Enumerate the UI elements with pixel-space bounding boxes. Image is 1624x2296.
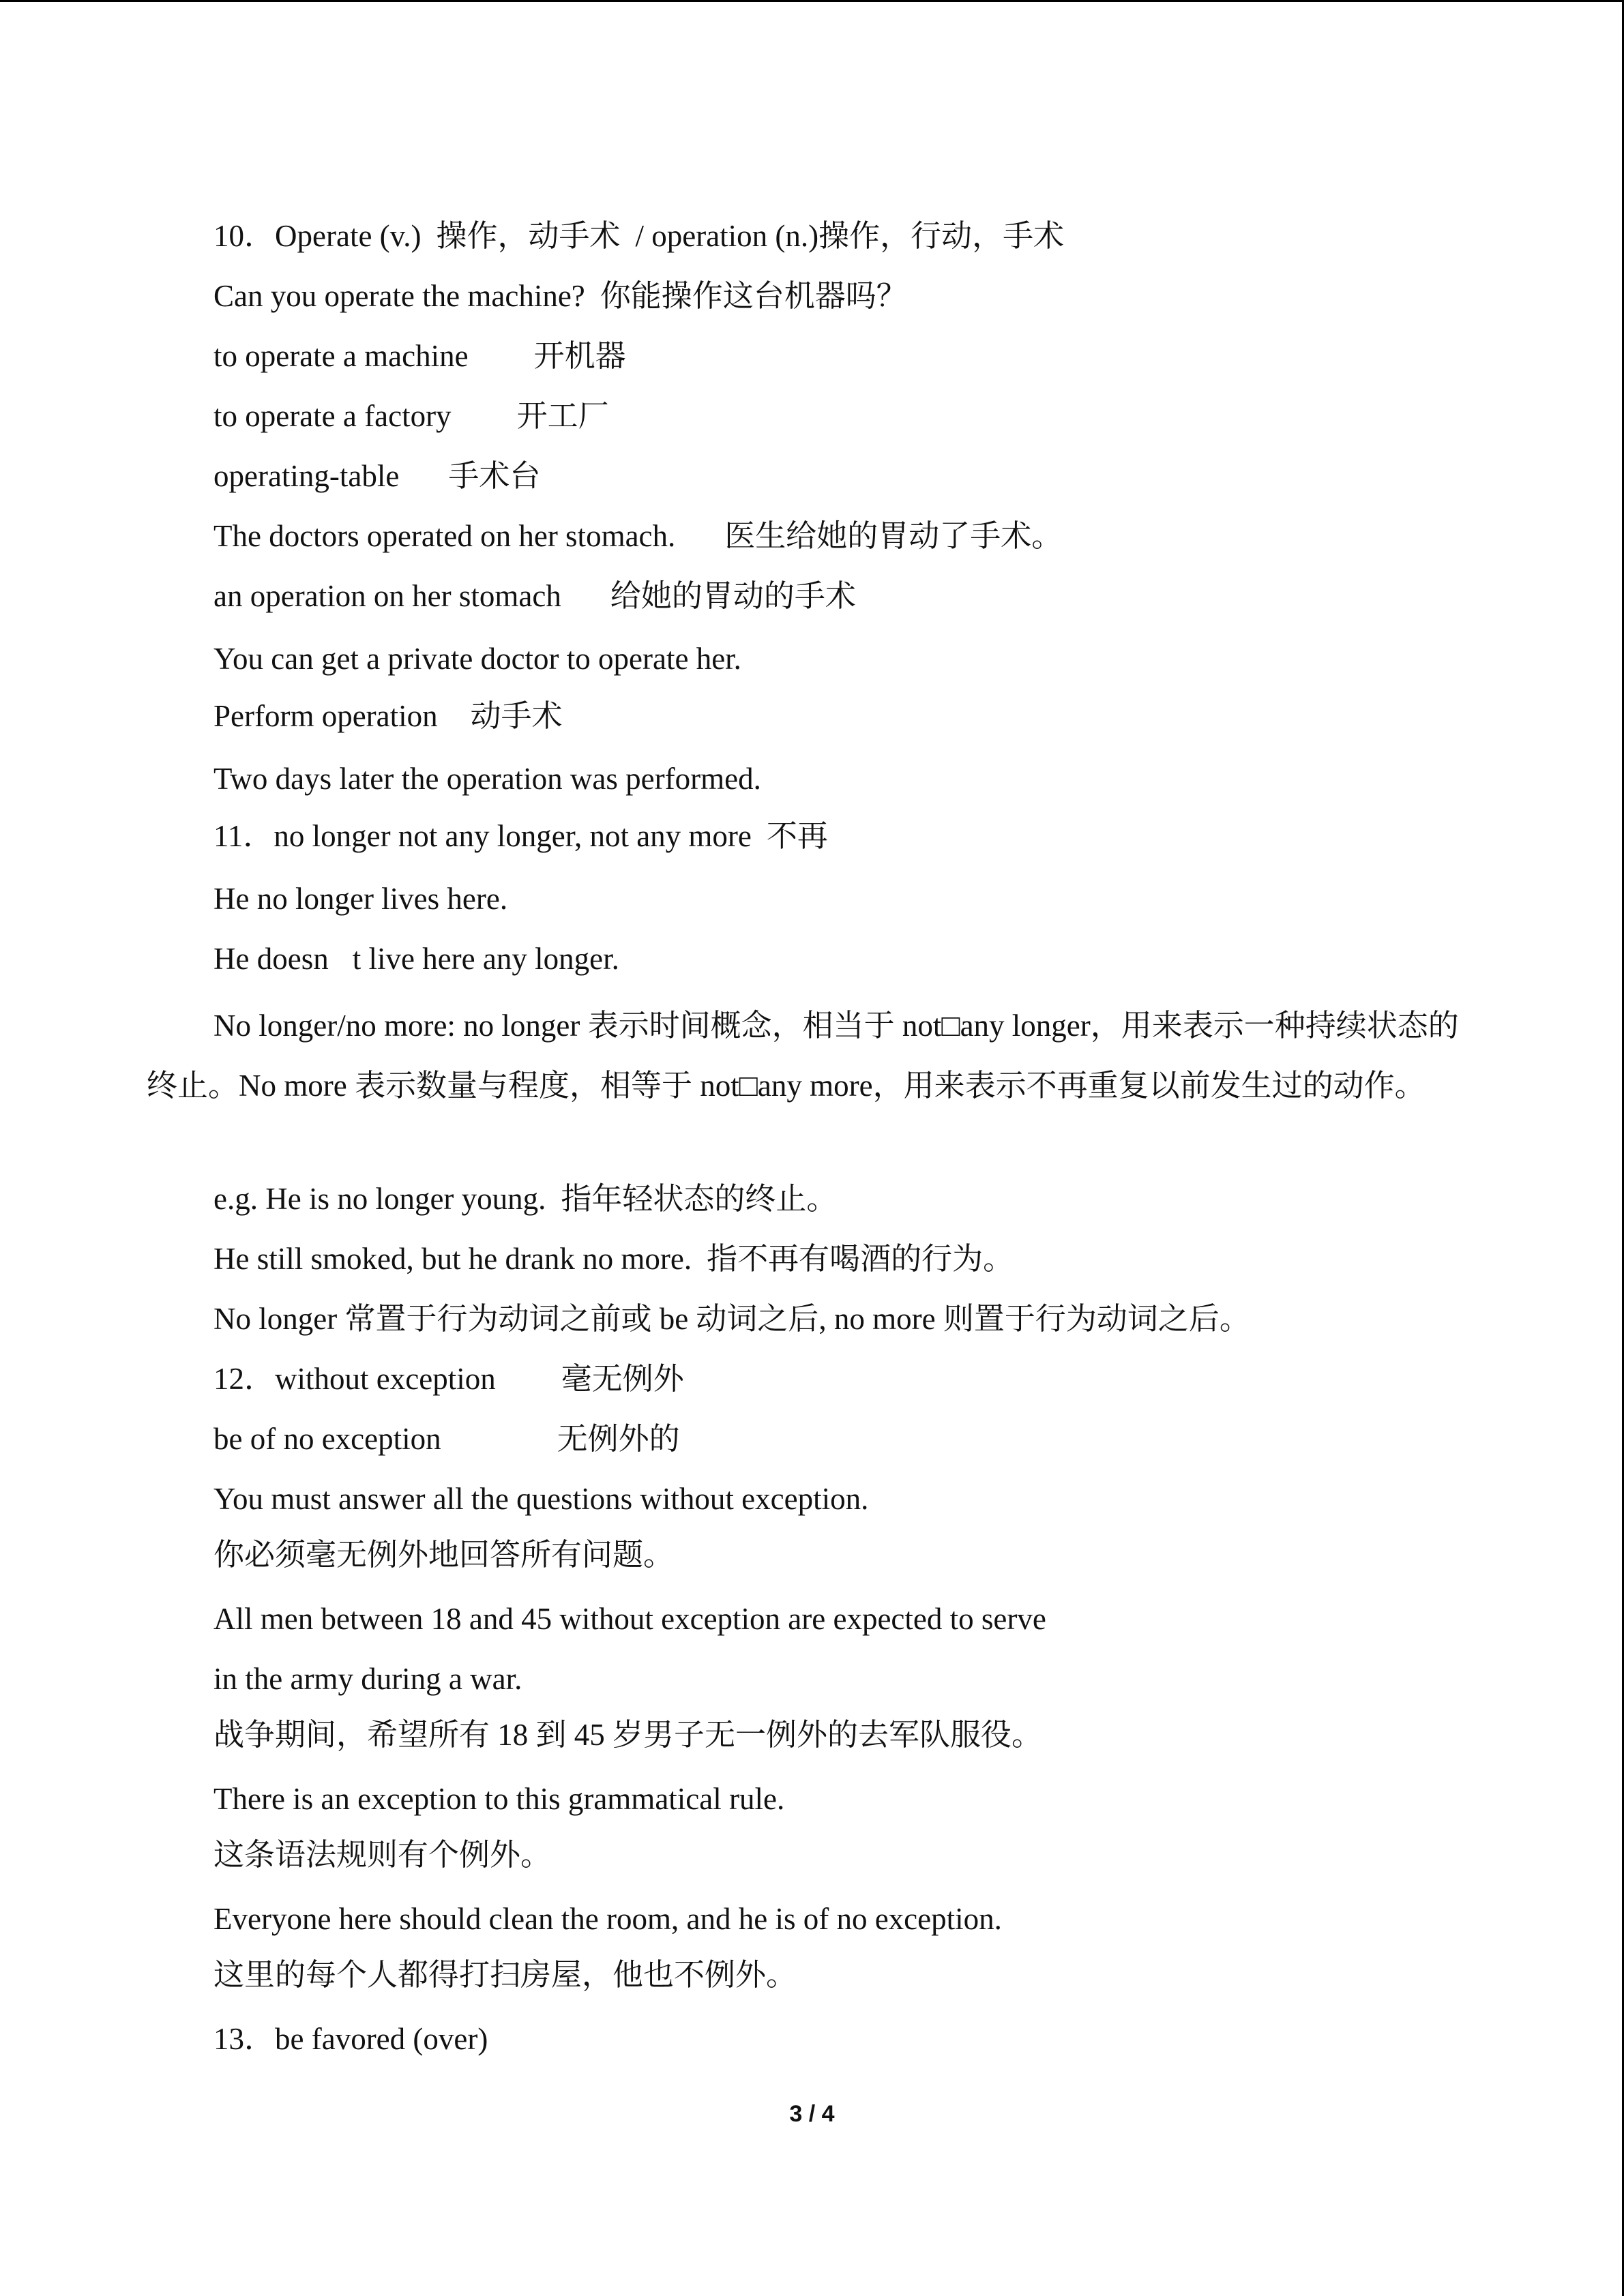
item12-line2-en: You must answer all the questions without exception.: [213, 1482, 869, 1516]
item10-heading-cn2: 操作，行动，手术: [818, 219, 1065, 253]
item11-rule: [213, 1300, 1250, 1338]
item13-heading-en: be favored (over): [275, 2022, 488, 2056]
item12-line2-cn-line: [213, 1536, 674, 1574]
item12-line3-cn-line: [213, 1716, 1042, 1754]
item11-heading: [213, 817, 828, 855]
item11-example2: [213, 1240, 1014, 1278]
item10-line1-cn: 你能操作这台机器吗？: [600, 279, 907, 313]
item10-line2-cn: 开机器: [533, 339, 626, 373]
item10-line5-cn: 医生给她的胃动了手术。: [724, 519, 1063, 553]
item12-line5-en-line: [213, 1900, 1002, 1938]
item10-line5-en: The doctors operated on her stomach.: [213, 519, 676, 553]
item10-line3: [213, 397, 609, 435]
item10-line4-cn: 手术台: [448, 459, 541, 493]
item12-line3-en-b: in the army during a war.: [213, 1662, 522, 1696]
item12-line4-cn: 这条语法规则有个例外。: [213, 1838, 552, 1872]
item11-number: 11．: [213, 819, 274, 853]
item10-heading: [213, 217, 1064, 255]
item11-example2-cn: 指不再有喝酒的行为。: [707, 1242, 1014, 1276]
item10-line7: [213, 640, 741, 678]
item13-number: 13．: [213, 2022, 276, 2056]
item12-line3-cn: 战争期间，希望所有 18 到 45 岁男子无一例外的去军队服役。: [213, 1718, 1043, 1752]
item10-line7-en: You can get a private doctor to operate her.: [213, 642, 741, 676]
item12-line2-en-line: [213, 1480, 868, 1518]
item12-line3b: [213, 1660, 522, 1698]
item10-heading-en1: Operate (v.): [275, 219, 422, 253]
item10-line8: [213, 697, 563, 735]
item10-line3-en: to operate a factory: [213, 399, 452, 433]
item12-line4-en-line: [213, 1780, 784, 1818]
item11-line2-text: He doesn t live here any longer.: [213, 942, 619, 976]
item12-line2-cn: 你必须毫无例外地回答所有问题。: [213, 1538, 675, 1572]
item13-heading: [213, 2020, 488, 2058]
item10-number: 10．: [213, 219, 276, 253]
item11-heading-en: no longer not any longer, not any more: [274, 819, 752, 853]
item11-example1-cn: 指年轻状态的终止。: [561, 1182, 838, 1216]
item12-number: 12．: [213, 1362, 276, 1396]
item10-heading-cn1: 操作，动手术: [436, 219, 621, 253]
item10-line2-en: to operate a machine: [213, 339, 469, 373]
item10-line1: [213, 277, 907, 315]
item11-example2-en: He still smoked, but he drank no more.: [213, 1242, 692, 1276]
item10-line8-cn: 动手术: [470, 699, 563, 733]
item12-line5-en: Everyone here should clean the room, and he is of no exception.: [213, 1902, 1002, 1936]
item10-heading-en2: / operation (n.): [635, 219, 819, 253]
item12-line1-cn: 无例外的: [557, 1422, 680, 1456]
item10-line2: [213, 337, 626, 375]
item10-line5: [213, 517, 1062, 555]
item11-example1-en: e.g. He is no longer young.: [213, 1182, 546, 1216]
item11-line2: [213, 940, 619, 978]
item12-line5-cn: 这里的每个人都得打扫房屋，他也不例外。: [213, 1958, 797, 1992]
item12-heading-en: without exception: [275, 1362, 496, 1396]
item12-heading-cn: 毫无例外: [561, 1362, 684, 1396]
item10-line4: [213, 457, 540, 495]
item12-line1: [213, 1420, 680, 1458]
page-number: 3 / 4: [789, 2101, 835, 2127]
item11-heading-cn: 不再: [766, 819, 828, 853]
item10-line4-en: operating-table: [213, 459, 400, 493]
item12-line1-en: be of no exception: [213, 1422, 441, 1456]
item10-line6-en: an operation on her stomach: [213, 579, 561, 613]
item10-line6-cn: 给她的胃动的手术: [610, 579, 856, 613]
item12-line4-en: There is an exception to this grammatical rule.: [213, 1782, 785, 1816]
item12-heading: [213, 1360, 684, 1398]
item10-line9-en: Two days later the operation was performed.: [213, 762, 761, 796]
item10-line8-en: Perform operation: [213, 699, 438, 733]
item11-rule-text: No longer 常置于行为动词之前或 be 动词之后, no more 则置于行为动词之后。: [213, 1302, 1250, 1336]
item12-line4-cn-line: [213, 1836, 551, 1874]
item10-line3-cn: 开工厂: [516, 399, 609, 433]
item11-paragraph-text: No longer/no more: no longer 表示时间概念，相当于 not□any longer，用来表示一种持续状态的终止。No more 表示数量与程度，相等于 not□any more，用来表示不再重复以前发生过的动作。: [147, 1009, 1459, 1103]
item11-example1: [213, 1180, 837, 1218]
item12-line5-cn-line: [213, 1956, 797, 1994]
item12-line3a: [213, 1600, 1046, 1638]
item12-line3-en-a: All men between 18 and 45 without exception are expected to serve: [213, 1602, 1046, 1636]
item10-line9: [213, 760, 761, 798]
item11-line1-text: He no longer lives here.: [213, 882, 508, 916]
item11-line1: [213, 880, 507, 918]
item10-line1-en: Can you operate the machine?: [213, 279, 585, 313]
item11-paragraph: [147, 996, 1483, 1116]
page-border-top: [0, 0, 1624, 2]
item10-line6: [213, 577, 856, 615]
